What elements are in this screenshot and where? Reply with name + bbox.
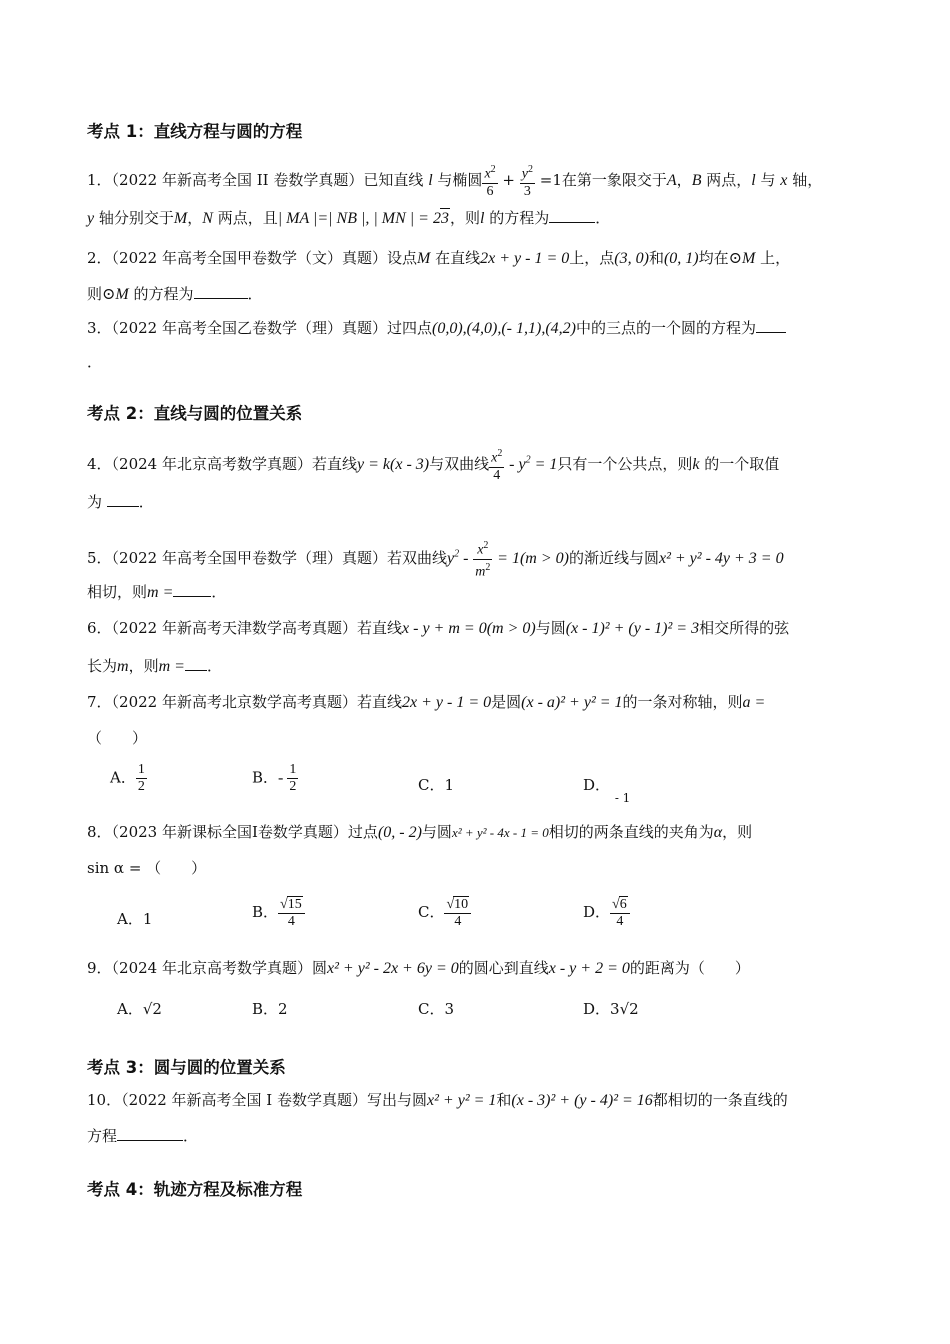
fraction: $\frac{y^2}{3}$ (521, 164, 533, 199)
text: 写出与圆 (367, 1091, 428, 1109)
question-6 (87, 618, 789, 639)
option-label: A． (110, 768, 136, 787)
option-value: 3√2 (610, 1000, 639, 1018)
text: 与 (760, 170, 776, 189)
equation: x² + y² = 1 (427, 1092, 497, 1109)
text: 若直线 (312, 454, 358, 473)
text: 在直线 (435, 249, 481, 267)
question-8: 8．（2023 年新课标全国Ⅰ卷数学真题）过点(0, - 2)与圆x² + y² - 4x - 1 = 0相切的两条直线的夹角为α，则 (87, 823, 753, 841)
option-label: D． (583, 776, 611, 794)
question-9 (87, 958, 750, 979)
question-1: 1．（2022 年新高考全国 II 卷数学真题）已知直线 l 与椭圆 $\frac{x^2}{6}$ + $\frac{y^2}{3}$ =1在第一象限交于A，B 两点，l 与 x 轴， (87, 164, 823, 199)
option-b[interactable]: B． $\frac{√15}{4}$ (252, 896, 305, 930)
option-a[interactable] (117, 908, 152, 929)
text: 和 (496, 1091, 512, 1109)
question-source: （2022 年高考全国乙卷数学（理）真题） (111, 319, 387, 337)
text: 方程 (87, 1127, 118, 1145)
question-number: 6． (87, 619, 112, 637)
equation: 2x + y - 1 = 0 (402, 694, 492, 711)
question-2: 2．（2022 年高考全国甲卷数学（文）真题）设点M 在直线2x + y - 1 = 0上，点(3, 0)和(0, 1)均在⊙M 上， (87, 249, 791, 267)
equation: x² + y² - 4y + 3 = 0 (658, 550, 784, 568)
option-value: 2 (278, 1000, 288, 1018)
text: 为 (87, 493, 103, 511)
answer-blank[interactable] (107, 492, 139, 507)
question-4-line2: 为 ． (87, 493, 154, 511)
option-c[interactable]: C． $\frac{√10}{4}$ (418, 896, 471, 930)
option-value: - 1 (614, 791, 631, 805)
question-number: 2． (87, 249, 112, 267)
option-c[interactable] (418, 998, 454, 1019)
text: 若直线 (357, 619, 403, 637)
question-3-line2: ． (87, 353, 103, 371)
question-source: （2022 年新高考全国 II 卷数学真题） (111, 170, 364, 189)
question-5: 5．（2022 年高考全国甲卷数学（理）真题）若双曲线$y^2$ - $\frac{x^2}{m^2}$ = 1(m > 0)的渐近线与圆x² + y² - 4y + 3 = 0 (87, 540, 784, 580)
equation: (x - a)² + y² = 1 (521, 694, 623, 711)
option-label: C． (418, 1000, 445, 1018)
text: 若直线 (357, 693, 403, 711)
option-label: A． (117, 1000, 143, 1018)
text: 与双曲线 (429, 454, 490, 473)
option-c[interactable] (418, 774, 454, 795)
text: 在第一象限交于 (561, 170, 667, 189)
option-label: D． (583, 903, 611, 921)
text: ，则 (722, 823, 753, 841)
option-value: 3 (444, 1000, 455, 1018)
point: (0, - 2) (377, 824, 422, 841)
question-8-line2: sin α = （ ） (87, 859, 207, 877)
text: 两点，且 (217, 209, 278, 227)
text: 设点 (387, 249, 418, 267)
option-a[interactable] (117, 998, 162, 1019)
section-title-2: 考点 2：直线与圆的位置关系 (87, 404, 303, 423)
option-label: B． (252, 903, 279, 921)
question-7-paren: （ ） (87, 729, 148, 747)
question-6-line2: 长为m，则m = ． (87, 657, 222, 675)
fraction: $\frac{x^2}{4}$ (491, 448, 503, 483)
question-number: 3． (87, 319, 112, 337)
text: ，则 (128, 657, 159, 675)
question-source: （2022 年新高考天津数学高考真题） (111, 619, 357, 637)
question-1-line2: y 轴分别交于M，N 两点，且| MA |=| NB |, | MN | = 23，则l 的方程为 ． (87, 209, 611, 227)
question-source: （2023 年新课标全国Ⅰ卷数学真题） (111, 823, 348, 841)
equation: x² + y² - 2x + 6y = 0 (327, 960, 459, 977)
equation: y = k(x - 3) (357, 455, 430, 473)
text: 相交所得的弦 (699, 619, 790, 637)
question-source: （2022 年新高考北京数学高考真题） (111, 693, 357, 711)
question-source: （2022 年高考全国甲卷数学（理）真题） (111, 549, 387, 568)
text: 则 (87, 285, 103, 303)
text: 相切，则 (87, 583, 148, 601)
question-2-line2: 则⊙M 的方程为 ． (87, 285, 263, 303)
equation: 2x + y - 1 = 0 (480, 250, 570, 267)
question-source: （2024 年北京高考数学真题） (111, 959, 312, 977)
text: 都相切的一条直线的 (652, 1091, 788, 1109)
option-d[interactable]: D． $\frac{√6}{4}$ (583, 896, 630, 930)
text: 中的三点的一个圆的方程为 (575, 319, 756, 337)
question-number: 5． (87, 549, 112, 568)
fraction: $\frac{x^2}{m^2}$ (475, 540, 491, 580)
answer-blank[interactable] (194, 284, 248, 299)
text: 圆 (312, 959, 328, 977)
question-number: 7． (87, 693, 112, 711)
equation: x - y + 2 = 0 (548, 960, 630, 977)
question-number: 9． (87, 959, 112, 977)
option-value: √2 (142, 1000, 162, 1018)
text: 只有一个公共点，则 (557, 454, 693, 473)
text: 过四点 (387, 319, 433, 337)
question-5-line2: 相切，则m = ． (87, 583, 227, 601)
answer-blank[interactable] (756, 318, 786, 333)
question-4: 4．（2024 年北京高考数学真题）若直线y = k(x - 3)与双曲线 $\frac{x^2}{4}$ - $y^2 = 1$只有一个公共点，则k 的一个取值 (87, 448, 780, 483)
point: (3, 0) (614, 250, 649, 267)
option-value: 1 (142, 910, 153, 928)
question-number: 10． (87, 1091, 122, 1109)
text: 过点 (347, 823, 378, 841)
option-d[interactable] (583, 774, 631, 805)
points: (0,0),(4,0),(- 1,1),(4,2) (432, 320, 576, 337)
fraction: $\frac{x^2}{6}$ (484, 164, 496, 199)
text: 轴分别交于 (98, 209, 174, 227)
question-source: （2024 年北京高考数学真题） (111, 454, 312, 473)
text: 的距离为（ ） (629, 959, 750, 977)
question-7: 7．（2022 年新高考北京数学高考真题）若直线2x + y - 1 = 0是圆(x - a)² + y² = 1的一条对称轴，则a = (87, 693, 766, 711)
answer-blank[interactable] (549, 208, 595, 223)
text: 与圆 (535, 619, 566, 637)
option-label: A． (117, 910, 143, 928)
equation: (x - 1)² + (y - 1)² = 3 (565, 620, 700, 637)
text: 和 (648, 249, 664, 267)
answer-blank[interactable] (117, 1126, 183, 1141)
text: ，则 (449, 209, 480, 227)
question-source: （2022 年高考全国甲卷数学（文）真题） (111, 249, 387, 267)
question-number: 1． (87, 170, 112, 189)
text: 的渐近线与圆 (568, 549, 659, 568)
option-a[interactable]: A． $\frac{1}{2}$ (110, 762, 145, 794)
text: 的圆心到直线 (458, 959, 549, 977)
text: 的一个取值 (704, 454, 780, 473)
text: 两点， (706, 170, 752, 189)
equation: x² + y² - 4x - 1 = 0 (451, 825, 549, 840)
text: 与椭圆 (437, 170, 483, 189)
answer-blank[interactable] (185, 656, 207, 671)
option-b[interactable] (252, 998, 288, 1019)
question-source: （2022 年新高考全国 I 卷数学真题） (121, 1091, 367, 1109)
option-label: C． (418, 776, 445, 794)
text: 已知直线 (363, 170, 424, 189)
text: 长为 (87, 657, 118, 675)
question-3 (87, 318, 786, 339)
section-title-4: 考点 4：轨迹方程及标准方程 (87, 1180, 303, 1199)
option-label: B． (252, 768, 279, 787)
question-10 (87, 1090, 788, 1111)
text: 均在 (698, 249, 729, 267)
text: 上，点 (569, 249, 615, 267)
text: 的方程为 (489, 209, 550, 227)
text: 相切的两条直线的夹角为 (548, 823, 714, 841)
text: 的方程为 (133, 285, 194, 303)
answer-blank[interactable] (173, 582, 211, 597)
text: 是圆 (491, 693, 522, 711)
question-number: 4． (87, 454, 112, 473)
text: 与圆 (421, 823, 452, 841)
text: 的一条对称轴，则 (622, 693, 743, 711)
text: 上， (760, 249, 791, 267)
equation: x - y + m = 0(m > 0) (402, 620, 536, 637)
option-label: B． (252, 1000, 279, 1018)
equation: (x - 3)² + (y - 4)² = 16 (511, 1092, 653, 1109)
section-title-1: 考点 1：直线方程与圆的方程 (87, 122, 303, 141)
option-label: D． (583, 1000, 611, 1018)
question-10-line2: 方程 ． (87, 1127, 199, 1145)
option-value: 1 (444, 776, 455, 794)
question-number: 8． (87, 823, 112, 841)
section-title-3: 考点 3：圆与圆的位置关系 (87, 1058, 286, 1077)
text: 轴， (792, 170, 823, 189)
option-label: C． (418, 903, 445, 921)
point: (0, 1) (663, 250, 699, 267)
option-b[interactable]: B．- $\frac{1}{2}$ (252, 762, 297, 794)
option-d[interactable] (583, 998, 639, 1019)
text: 若双曲线 (387, 549, 448, 568)
